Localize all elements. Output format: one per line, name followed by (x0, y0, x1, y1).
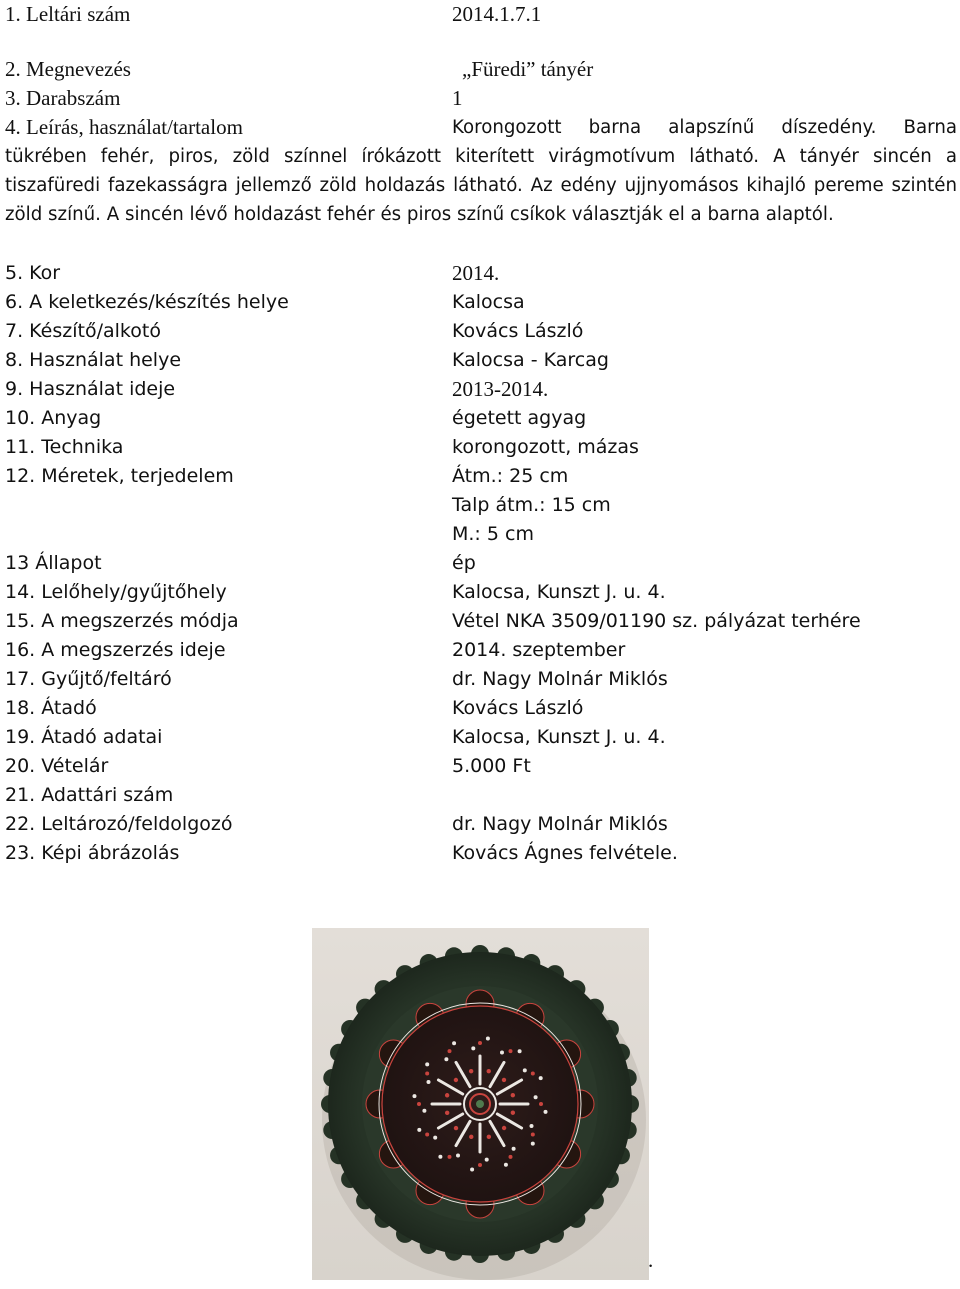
motif-red-dot (445, 1093, 449, 1097)
motif-red-dot (511, 1093, 515, 1097)
field-value: Kalocsa, Kunszt J. u. 4. (452, 581, 666, 603)
field-value: Kalocsa, Kunszt J. u. 4. (452, 726, 666, 748)
motif-dot (438, 1155, 442, 1159)
field-row (0, 781, 960, 810)
motif-red-dot (487, 1135, 491, 1139)
motif-dot (504, 1163, 508, 1167)
field-row (0, 259, 960, 288)
motif-dot (534, 1095, 538, 1099)
field-label: 19. Átadó adatai (5, 726, 163, 748)
field-row (0, 491, 960, 520)
field-label: 17. Gyűjtő/feltáró (5, 668, 172, 690)
field-row (0, 0, 960, 29)
field-row (0, 636, 960, 665)
field-row (0, 665, 960, 694)
motif-red-dot (469, 1069, 473, 1073)
field-row (0, 55, 960, 84)
field-value: 1 (452, 86, 463, 110)
motif-dot (452, 1041, 456, 1045)
field-label: 23. Képi ábrázolás (5, 842, 180, 864)
field-value: M.: 5 cm (452, 523, 534, 545)
field-value: ép (452, 552, 476, 574)
field-label: 15. A megszerzés módja (5, 610, 239, 632)
motif-dot (425, 1072, 429, 1076)
motif-dot (471, 1046, 475, 1050)
field-row (0, 549, 960, 578)
field-label: 1. Leltári szám (5, 2, 131, 26)
field-value: 2014.1.7.1 (452, 2, 542, 26)
field-label: 9. Használat ideje (5, 378, 176, 400)
field-label: 6. A keletkezés/készítés helye (5, 291, 289, 313)
motif-dot (412, 1094, 416, 1098)
motif-dot (425, 1133, 429, 1137)
field-row (0, 462, 960, 491)
field-row (0, 839, 960, 868)
plate-illustration (312, 928, 649, 1280)
motif-dot (417, 1128, 421, 1132)
field-row (0, 578, 960, 607)
field-label: 18. Átadó (5, 697, 97, 719)
field-row (0, 84, 960, 113)
motif-center-dot (476, 1100, 484, 1108)
motif-dot (425, 1062, 429, 1066)
field-value: Kovács László (452, 320, 584, 342)
field-value: 2014. szeptember (452, 639, 626, 661)
field-value: dr. Nagy Molnár Miklós (452, 668, 668, 690)
motif-dot (530, 1124, 534, 1128)
motif-dot (523, 1068, 527, 1072)
motif-dot (486, 1036, 490, 1040)
motif-red-dot (445, 1111, 449, 1115)
field-row (0, 520, 960, 549)
field-label: 3. Darabszám (5, 86, 121, 110)
motif-dot (478, 1163, 482, 1167)
field-label: 13 Állapot (5, 552, 102, 574)
field-row (0, 723, 960, 752)
field-row (0, 317, 960, 346)
motif-red-dot (511, 1111, 515, 1115)
motif-dot (422, 1109, 426, 1113)
motif-dot (500, 1050, 504, 1054)
motif-red-dot (469, 1135, 473, 1139)
description-paragraph (5, 113, 957, 229)
motif-dot (539, 1102, 543, 1106)
motif-dot (456, 1154, 460, 1158)
field-value: Kalocsa (452, 291, 525, 313)
field-label: 5. Kor (5, 262, 61, 284)
field-value: Vétel NKA 3509/01190 sz. pályázat terhére (452, 610, 861, 632)
motif-dot (448, 1155, 452, 1159)
field-label: 2. Megnevezés (5, 57, 131, 81)
field-value: 5.000 Ft (452, 755, 531, 777)
field-label: 14. Lelőhely/gyűjtőhely (5, 581, 227, 603)
motif-dot (448, 1049, 452, 1053)
motif-dot (470, 1168, 474, 1172)
field-label: 11. Technika (5, 436, 124, 458)
motif-dot (478, 1041, 482, 1045)
motif-dot (518, 1049, 522, 1053)
motif-dot (444, 1057, 448, 1061)
motif-red-dot (454, 1126, 458, 1130)
field-value: Korongozott barna alapszínű díszedény. Barna tükrében fehér, piros, zöld színnel írókázott kiterített virágmotívum látható. A tányér sincén a tiszafüredi fazekasságra jellemző zöld holdazás látható. Az edény ujjnyomásos kihajló pereme szintén zöld színű. A sincén lévő holdazást fehér és piros színű csíkok választják el a barna alaptól. (5, 117, 957, 225)
field-value: Átm.: 25 cm (452, 465, 569, 487)
field-label: 8. Használat helye (5, 349, 182, 371)
field-row (0, 752, 960, 781)
field-label: 20. Vételár (5, 755, 109, 777)
motif-red-dot (487, 1069, 491, 1073)
field-value: égetett agyag (452, 407, 587, 429)
field-row (0, 810, 960, 839)
field-label: 4. Leírás, használat/tartalom (5, 115, 243, 139)
field-label: 7. Készítő/alkotó (5, 320, 161, 342)
motif-dot (417, 1102, 421, 1106)
field-value: Kalocsa - Karcag (452, 349, 609, 371)
motif-dot (531, 1142, 535, 1146)
field-row (0, 404, 960, 433)
motif-dot (512, 1147, 516, 1151)
motif-red-dot (502, 1126, 506, 1130)
field-value: korongozott, mázas (452, 436, 639, 458)
motif-dot (509, 1155, 513, 1159)
field-row (0, 694, 960, 723)
motif-dot (433, 1136, 437, 1140)
motif-dot (531, 1133, 535, 1137)
motif-dot (539, 1076, 543, 1080)
motif-dot (531, 1072, 535, 1076)
field-label: 12. Méretek, terjedelem (5, 465, 234, 487)
motif-dot (485, 1158, 489, 1162)
field-label: 16. A megszerzés ideje (5, 639, 226, 661)
motif-dot (426, 1080, 430, 1084)
field-row (0, 346, 960, 375)
field-value: Talp átm.: 15 cm (452, 494, 611, 516)
field-value: dr. Nagy Molnár Miklós (452, 813, 668, 835)
field-label: 22. Leltározó/feldolgozó (5, 813, 233, 835)
field-row (0, 433, 960, 462)
field-value: 2013-2014. (452, 377, 549, 401)
motif-dot (509, 1049, 513, 1053)
field-value: „Füredi” tányér (462, 57, 594, 81)
field-value: Kovács László (452, 697, 584, 719)
motif-dot (544, 1110, 548, 1114)
field-row (0, 375, 960, 404)
field-label: 21. Adattári szám (5, 784, 174, 806)
field-row (0, 288, 960, 317)
caption-dot: . (648, 1248, 654, 1272)
field-value: Kovács Ágnes felvétele. (452, 842, 678, 864)
plate-photo (312, 928, 649, 1280)
field-value: 2014. (452, 261, 500, 285)
field-row (0, 607, 960, 636)
motif-red-dot (454, 1078, 458, 1082)
field-label: 10. Anyag (5, 407, 102, 429)
motif-red-dot (502, 1078, 506, 1082)
